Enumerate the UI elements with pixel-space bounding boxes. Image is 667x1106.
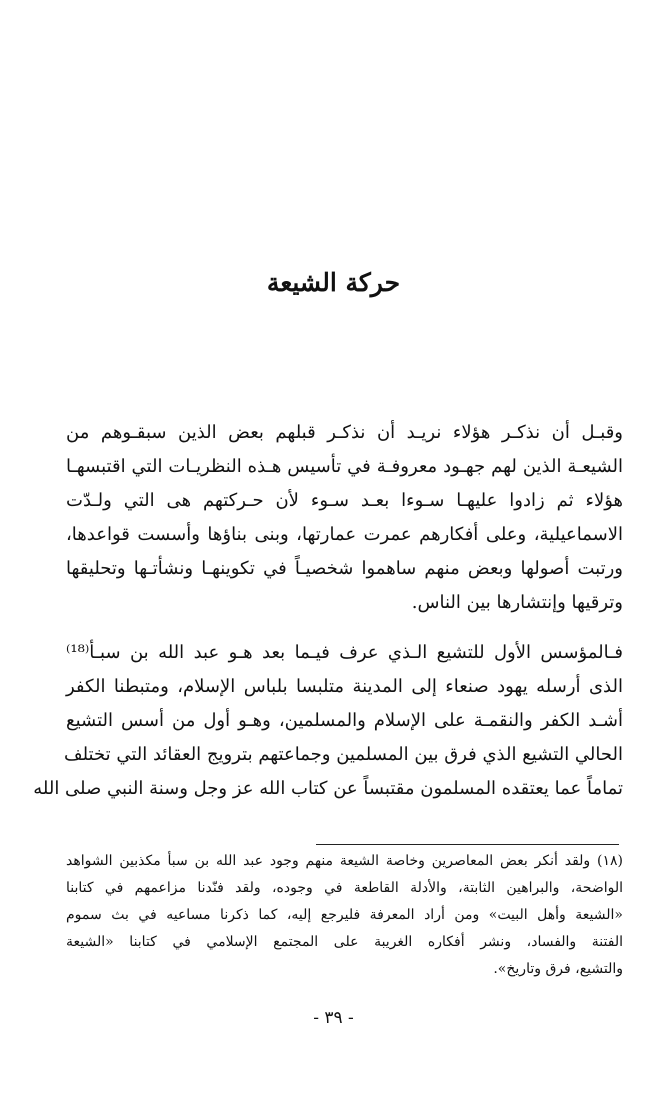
- paragraph-1: [66, 416, 623, 620]
- footnote-line: (١٨) ولقد أنكر بعض المعاصرين وخاصة الشيعة منهم وجود عبد الله بن سبأ مكذبين الشواهد: [66, 853, 623, 869]
- text-line: الحالي التشيع الذي فرق بين المسلمين وجماعتهم بترويج العقائد التي تختلف: [63, 744, 623, 765]
- footnote-line: الواضحة، والبراهين الثابتة، والأدلة القاطعة في وجوده، ولقد فنّدنا مزاعمهم في كتابنا: [66, 880, 623, 896]
- footnote-line: الفتنة والفساد، ونشر أفكاره الغريبة على المجتمع الإسلامي في كتابنا «الشيعة: [66, 934, 623, 950]
- text-line: وترقيها وإنتشارها بين الناس.: [411, 592, 623, 613]
- footnote-line: «الشيعة وأهل البيت» ومن أراد المعرفة فليرجع إليه، كما ذكرنا مساعيه في بث سموم: [66, 907, 623, 923]
- text-line: هؤلاء ثم زادوا عليهـا سـوءا بعـد سـوء لأن حـركتهم هى التي ولـدّت: [66, 490, 623, 511]
- footnote-divider: [316, 844, 619, 845]
- text-line: ورتبت أصولها وبعض منهم ساهموا شخصيـاً في تكوينهـا ونشأتـها وتحليقها: [66, 558, 623, 579]
- paragraph-2: [33, 636, 623, 806]
- text-line: تماماً عما يعتقده المسلمون مقتبساً عن كتاب الله عز وجل وسنة النبي صلى الله: [33, 778, 623, 799]
- footnote-18: [66, 848, 623, 983]
- page-number: - ٣٩ -: [313, 1008, 354, 1028]
- text-line: الشيعـة الذين لهم جهـود معروفـة في تأسيس هـذه النظريـات التي اقتبسهـا: [66, 456, 623, 477]
- text-line: الاسماعيلية، وعلى أفكارهم عمرت عمارتها، وبنى بناؤها وأسست قواعدها،: [66, 524, 623, 545]
- text-line: فـالمؤسس الأول للتشيع الـذي عرف فيـما بعد هـو عبد الله بن سبـأ⁽¹⁸⁾: [66, 642, 623, 663]
- text-line: أشـد الكفر والنقمـة على الإسلام والمسلمين، وهـو أول من أسس التشيع: [66, 710, 623, 731]
- text-line: الذى أرسله يهود صنعاء إلى المدينة متلبسا بلباس الإسلام، ومتبطنا الكفر: [66, 676, 623, 697]
- text-line: وقبـل أن نذكـر هؤلاء نريـد أن نذكـر قبلهم بعض الذين سبقـوهم من: [66, 422, 623, 443]
- chapter-title: حركة الشيعة: [266, 268, 401, 297]
- footnote-line: والتشيع، فرق وتاريخ».: [493, 961, 623, 977]
